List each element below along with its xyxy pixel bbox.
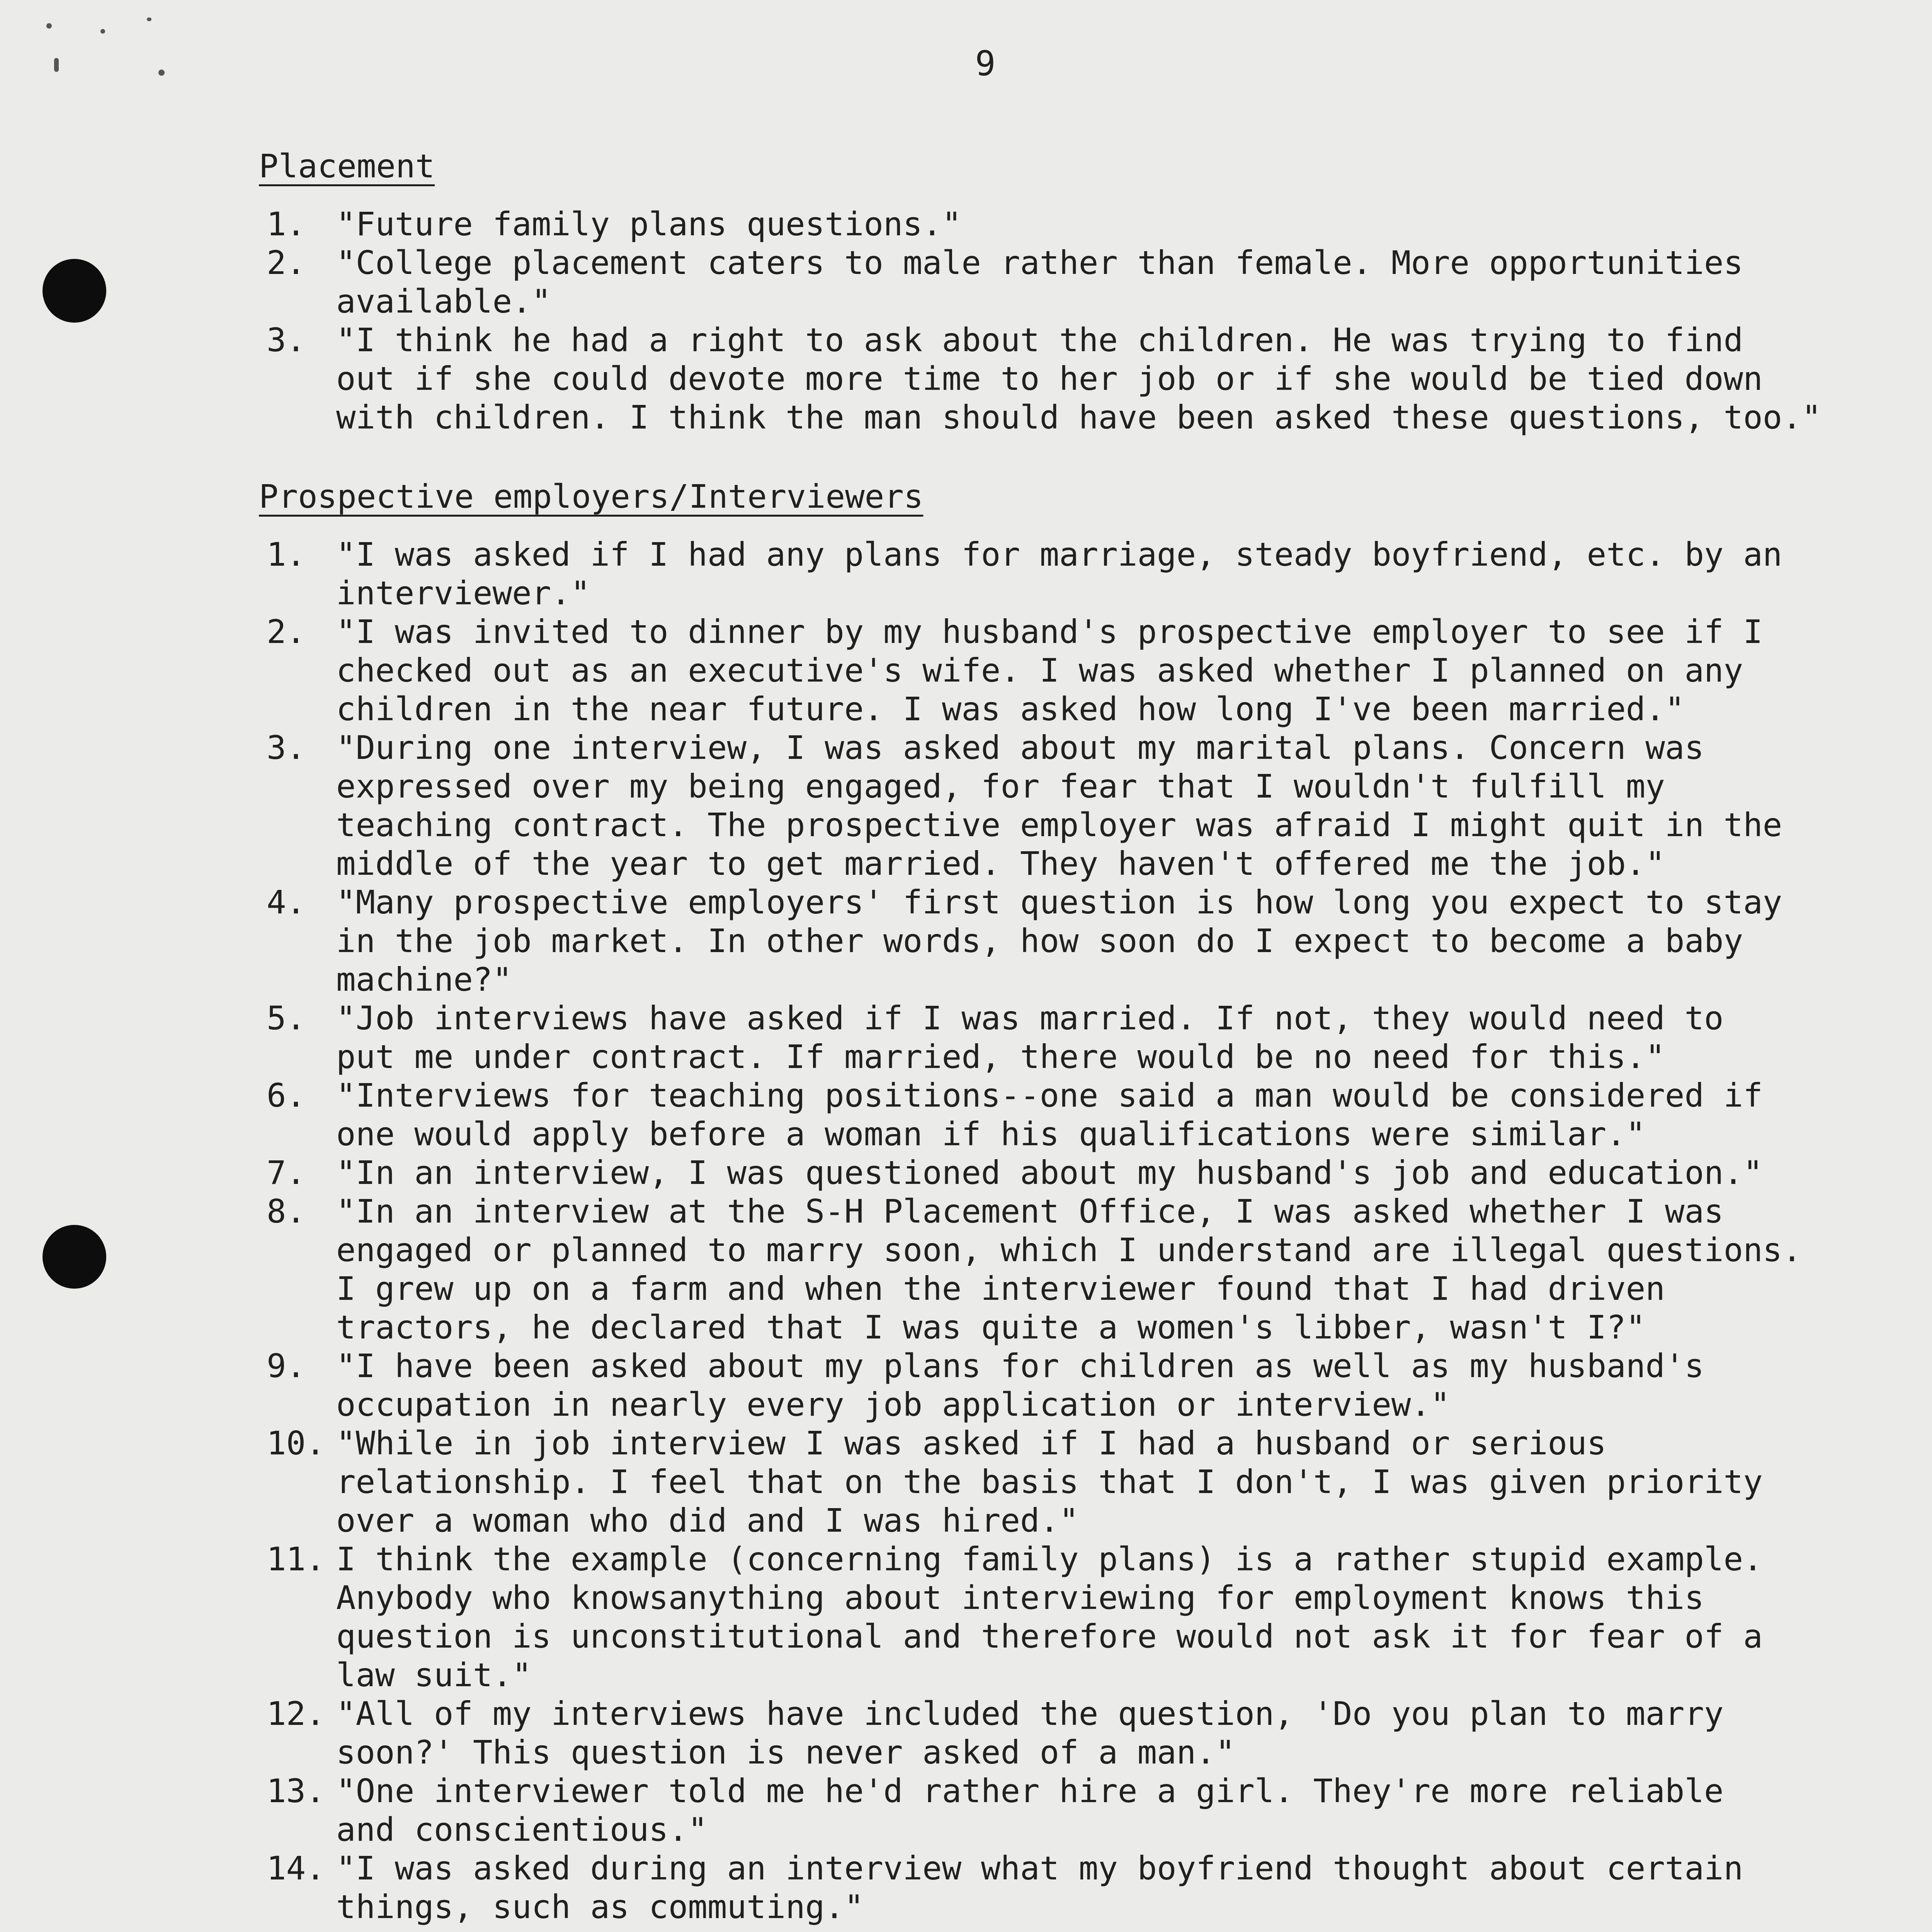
speck-mark <box>54 58 59 72</box>
item-number-text: 10. <box>267 1424 325 1462</box>
list-item <box>228 1772 1851 1849</box>
speck-mark <box>100 29 105 34</box>
item-number-text: 2. <box>267 244 306 282</box>
placement-list <box>228 205 1851 437</box>
item-number-text: 6. <box>267 1077 306 1114</box>
item-number-text: 13. <box>267 1772 325 1810</box>
item-number-text: 3. <box>267 729 306 767</box>
list-item <box>228 612 1851 728</box>
item-text: "Many prospective employers' first question is how long you expect to stay in the job market. In other words, how soon do I expect to become a baby machine?" <box>336 883 1782 998</box>
item-number-text: 1. <box>267 536 306 573</box>
item-text: I think the example (concerning family plans) is a rather stupid example. Anybody who knowsanything about interviewing for employment knows this question is unconstitutional and therefore would not ask it for fear of a law suit." <box>336 1540 1763 1694</box>
list-item <box>228 999 1851 1076</box>
page-number: 9 <box>975 44 996 83</box>
list-item <box>228 1849 1851 1926</box>
list-item <box>228 1076 1851 1153</box>
list-item <box>228 1192 1851 1347</box>
list-item <box>228 1694 1851 1772</box>
list-item <box>228 321 1851 437</box>
item-text: "During one interview, I was asked about my marital plans. Concern was expressed over my being engaged, for fear that I wouldn't fulfill my teaching contract. The prospective employer was afraid I might quit in the middle of the year to get married. They haven't offered me the job." <box>336 729 1782 883</box>
list-item <box>228 205 1851 243</box>
item-text: "I think he had a right to ask about the children. He was trying to find out if she could devote more time to her job or if she would be tied down with children. I think the man should have been asked these questions, too." <box>336 321 1821 436</box>
item-number-text: 12. <box>267 1695 325 1733</box>
item-number <box>228 1192 336 1347</box>
item-text: "All of my interviews have included the question, 'Do you plan to marry soon?' This question is never asked of a man." <box>336 1695 1724 1771</box>
item-number <box>228 1347 336 1424</box>
item-number <box>228 1694 336 1772</box>
list-item <box>228 535 1851 612</box>
list-item <box>228 1540 1851 1694</box>
item-number-text: 8. <box>267 1192 306 1230</box>
section-heading-text: Placement <box>259 147 435 185</box>
item-number <box>228 535 336 612</box>
list-item <box>228 728 1851 883</box>
item-number <box>228 1076 336 1153</box>
item-number-text: 5. <box>267 999 306 1037</box>
list-item <box>228 243 1851 321</box>
punch-hole-middle <box>43 1225 106 1289</box>
item-number <box>228 1153 336 1192</box>
list-item <box>228 1347 1851 1424</box>
item-number <box>228 999 336 1076</box>
item-text: "In an interview at the S-H Placement Office, I was asked whether I was engaged or planned to marry soon, which I understand are illegal questions. I grew up on a farm and when the interviewer found that I had driven tractors, he declared that I was quite a women's libber, wasn't I?" <box>336 1192 1802 1346</box>
item-number-text: 9. <box>267 1347 306 1385</box>
punch-hole-top <box>43 259 106 323</box>
item-text: "I was invited to dinner by my husband's prospective employer to see if I checked out as an executive's wife. I was asked whether I planned on any children in the near future. I was asked how long I've been married." <box>336 613 1763 728</box>
item-text: "I have been asked about my plans for children as well as my husband's occupation in nearly every job application or interview." <box>336 1347 1704 1423</box>
item-text: "College placement caters to male rather than female. More opportunities available." <box>336 244 1743 320</box>
list-item <box>228 1153 1851 1192</box>
speck-mark <box>147 17 151 21</box>
item-number <box>228 1772 336 1849</box>
interviewers-list <box>228 535 1851 1926</box>
item-number <box>228 883 336 999</box>
item-number <box>228 1424 336 1540</box>
item-number-text: 7. <box>267 1154 306 1192</box>
item-text: "I was asked if I had any plans for marriage, steady boyfriend, etc. by an interviewer." <box>336 536 1782 612</box>
item-number-text: 2. <box>267 613 306 651</box>
speck-mark <box>158 70 165 76</box>
item-number-text: 1. <box>267 205 306 243</box>
item-text: "Interviews for teaching positions--one said a man would be considered if one would apply before a woman if his qualifications were similar." <box>336 1077 1763 1153</box>
list-item <box>228 1424 1851 1540</box>
section-heading-interviewers <box>259 477 923 516</box>
section-heading-placement <box>259 147 435 185</box>
item-number-text: 3. <box>267 321 306 359</box>
list-item <box>228 883 1851 999</box>
item-text: "In an interview, I was questioned about my husband's job and education." <box>336 1154 1763 1192</box>
speck-mark <box>46 23 52 29</box>
item-number <box>228 1540 336 1694</box>
item-number <box>228 205 336 243</box>
item-number-text: 11. <box>267 1540 325 1578</box>
item-number <box>228 243 336 321</box>
item-text: "While in job interview I was asked if I had a husband or serious relationship. I feel that on the basis that I don't, I was given priority over a woman who did and I was hired." <box>336 1424 1763 1539</box>
section-heading-text: Prospective employers/Interviewers <box>259 478 923 515</box>
item-number <box>228 321 336 437</box>
item-text: "I was asked during an interview what my boyfriend thought about certain things, such as commuting." <box>336 1849 1743 1926</box>
item-number-text: 14. <box>267 1849 325 1887</box>
item-text: "Future family plans questions." <box>336 205 962 243</box>
item-text: "Job interviews have asked if I was married. If not, they would need to put me under contract. If married, there would be no need for this." <box>336 999 1724 1076</box>
item-number-text: 4. <box>267 883 306 921</box>
item-number <box>228 612 336 728</box>
item-text: "One interviewer told me he'd rather hire a girl. They're more reliable and conscientious." <box>336 1772 1724 1849</box>
item-number <box>228 1849 336 1926</box>
item-number <box>228 728 336 883</box>
